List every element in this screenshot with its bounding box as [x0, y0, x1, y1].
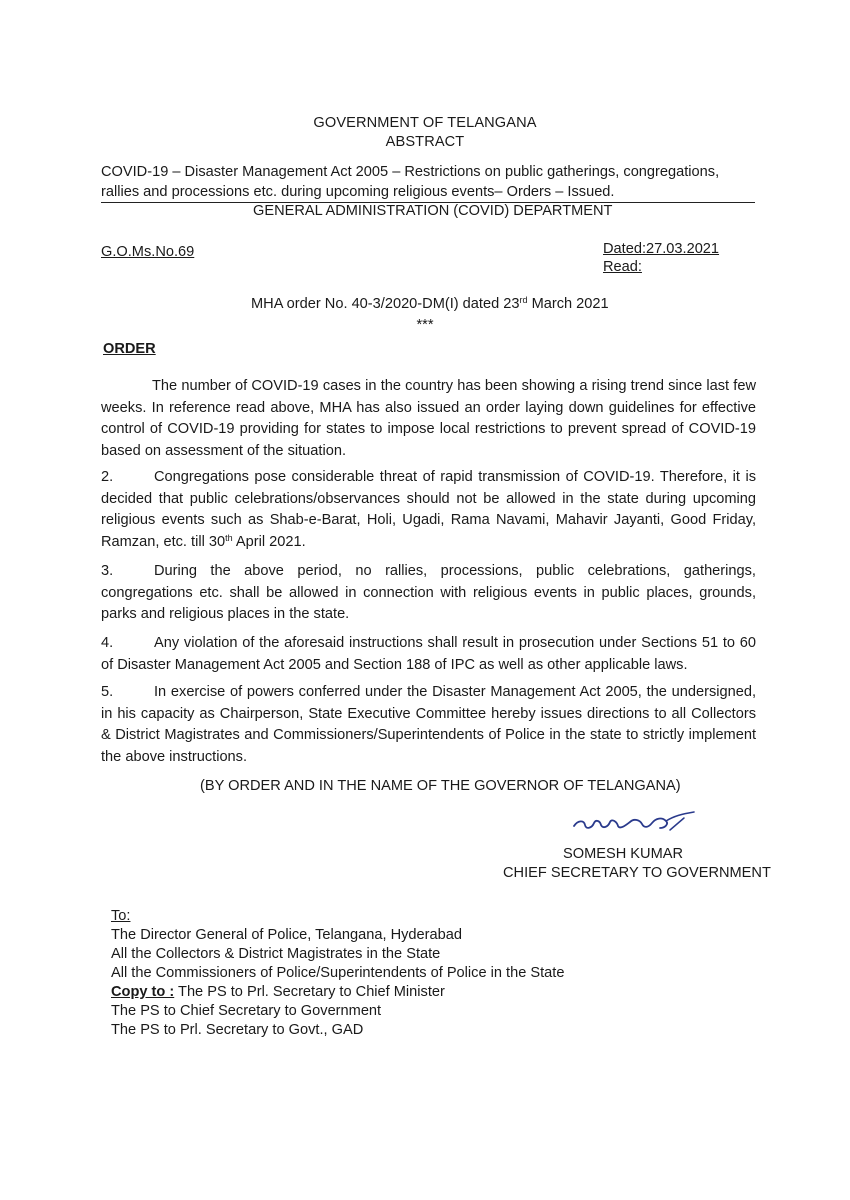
paragraph-4-number: 4.: [101, 635, 114, 651]
paragraph-2-text: Congregations pose considerable threat of rapid transmission of COVID-19. Therefore, it is decided that public celebrations/observances should not be allowed in the state during upcoming religious events such as Shab-e-Barat, Holi, Ugadi, Rama Navami, Mahavir Jayanti, Good Friday, Ramzan, etc. till 30: [101, 469, 756, 550]
order-paragraph-2: [101, 467, 756, 553]
signatory-title: CHIEF SECRETARY TO GOVERNMENT: [503, 865, 771, 881]
go-number: G.O.Ms.No.69: [101, 244, 195, 260]
department-name: GENERAL ADMINISTRATION (COVID) DEPARTMENT: [253, 203, 613, 219]
copy-recipient: The PS to Chief Secretary to Government: [111, 1003, 382, 1019]
to-label: To:: [111, 908, 131, 924]
order-paragraph-4: [101, 633, 756, 676]
copy-to-line: [111, 983, 445, 1002]
paragraph-3-text: During the above period, no rallies, processions, public celebrations, gatherings, congregations etc. shall be allowed in connection with religious events in public places, grounds, parks and religious places in the state.: [101, 563, 756, 622]
dated-label: Dated:27.03.2021: [603, 241, 720, 257]
to-recipient: All the Collectors & District Magistrates in the State: [111, 946, 441, 962]
order-paragraph-3: [101, 561, 756, 626]
copy-recipient: The PS to Prl. Secretary to Chief Minister: [174, 984, 445, 1000]
paragraph-2-sup: th: [225, 532, 233, 543]
to-recipient: The Director General of Police, Telangana, Hyderabad: [111, 927, 462, 943]
paragraph-5-number: 5.: [101, 684, 114, 700]
paragraph-4-text: Any violation of the aforesaid instructions shall result in prosecution under Sections 51 to 60 of Disaster Management Act 2005 and Section 188 of IPC as well as other applicable laws.: [101, 635, 756, 673]
signatory-name: SOMESH KUMAR: [563, 846, 684, 862]
order-paragraph-1: The number of COVID-19 cases in the country has been showing a rising trend since last few weeks. In reference read above, MHA has also issued an order laying down guidelines for effective control of COVID-19 providing for states to impose local restrictions to prevent spread of COVID-19 based on assessment of the situation.: [101, 378, 756, 459]
reference-line: [251, 296, 609, 312]
copy-to-label: Copy to :: [111, 984, 175, 1000]
order-paragraph-5: [101, 682, 756, 768]
copy-recipient: The PS to Prl. Secretary to Govt., GAD: [111, 1022, 364, 1038]
paragraph-3-number: 3.: [101, 563, 114, 579]
reference-suffix: March 2021: [527, 296, 609, 312]
asterisk-divider: ***: [416, 317, 434, 333]
paragraph-2-tail: April 2021.: [232, 533, 306, 550]
read-label: Read:: [603, 259, 642, 275]
paragraph-2-number: 2.: [101, 469, 114, 485]
reference-text: MHA order No. 40-3/2020-DM(I) dated 23: [251, 296, 520, 312]
subject-line-2: rallies and processions etc. during upcoming religious events– Orders – Issued.: [101, 184, 615, 200]
to-recipient: All the Commissioners of Police/Superintendents of Police in the State: [111, 965, 565, 981]
subject-line-1: COVID-19 – Disaster Management Act 2005 – Restrictions on public gatherings, congregations,: [101, 164, 720, 180]
government-title: GOVERNMENT OF TELANGANA: [313, 115, 537, 131]
order-heading: ORDER: [103, 341, 156, 357]
signature-mark: [570, 808, 700, 838]
paragraph-5-text: In exercise of powers conferred under the Disaster Management Act 2005, the undersigned, in his capacity as Chairperson, State Executive Committee hereby issues directions to all Collectors & District Magistrates and Commissioners/Superintendents of Police in the state to strictly implement the above instructions.: [101, 684, 756, 765]
reference-sup: rd: [519, 295, 528, 305]
closing-line: (BY ORDER AND IN THE NAME OF THE GOVERNOR OF TELANGANA): [200, 778, 681, 794]
abstract-label: ABSTRACT: [385, 134, 465, 150]
